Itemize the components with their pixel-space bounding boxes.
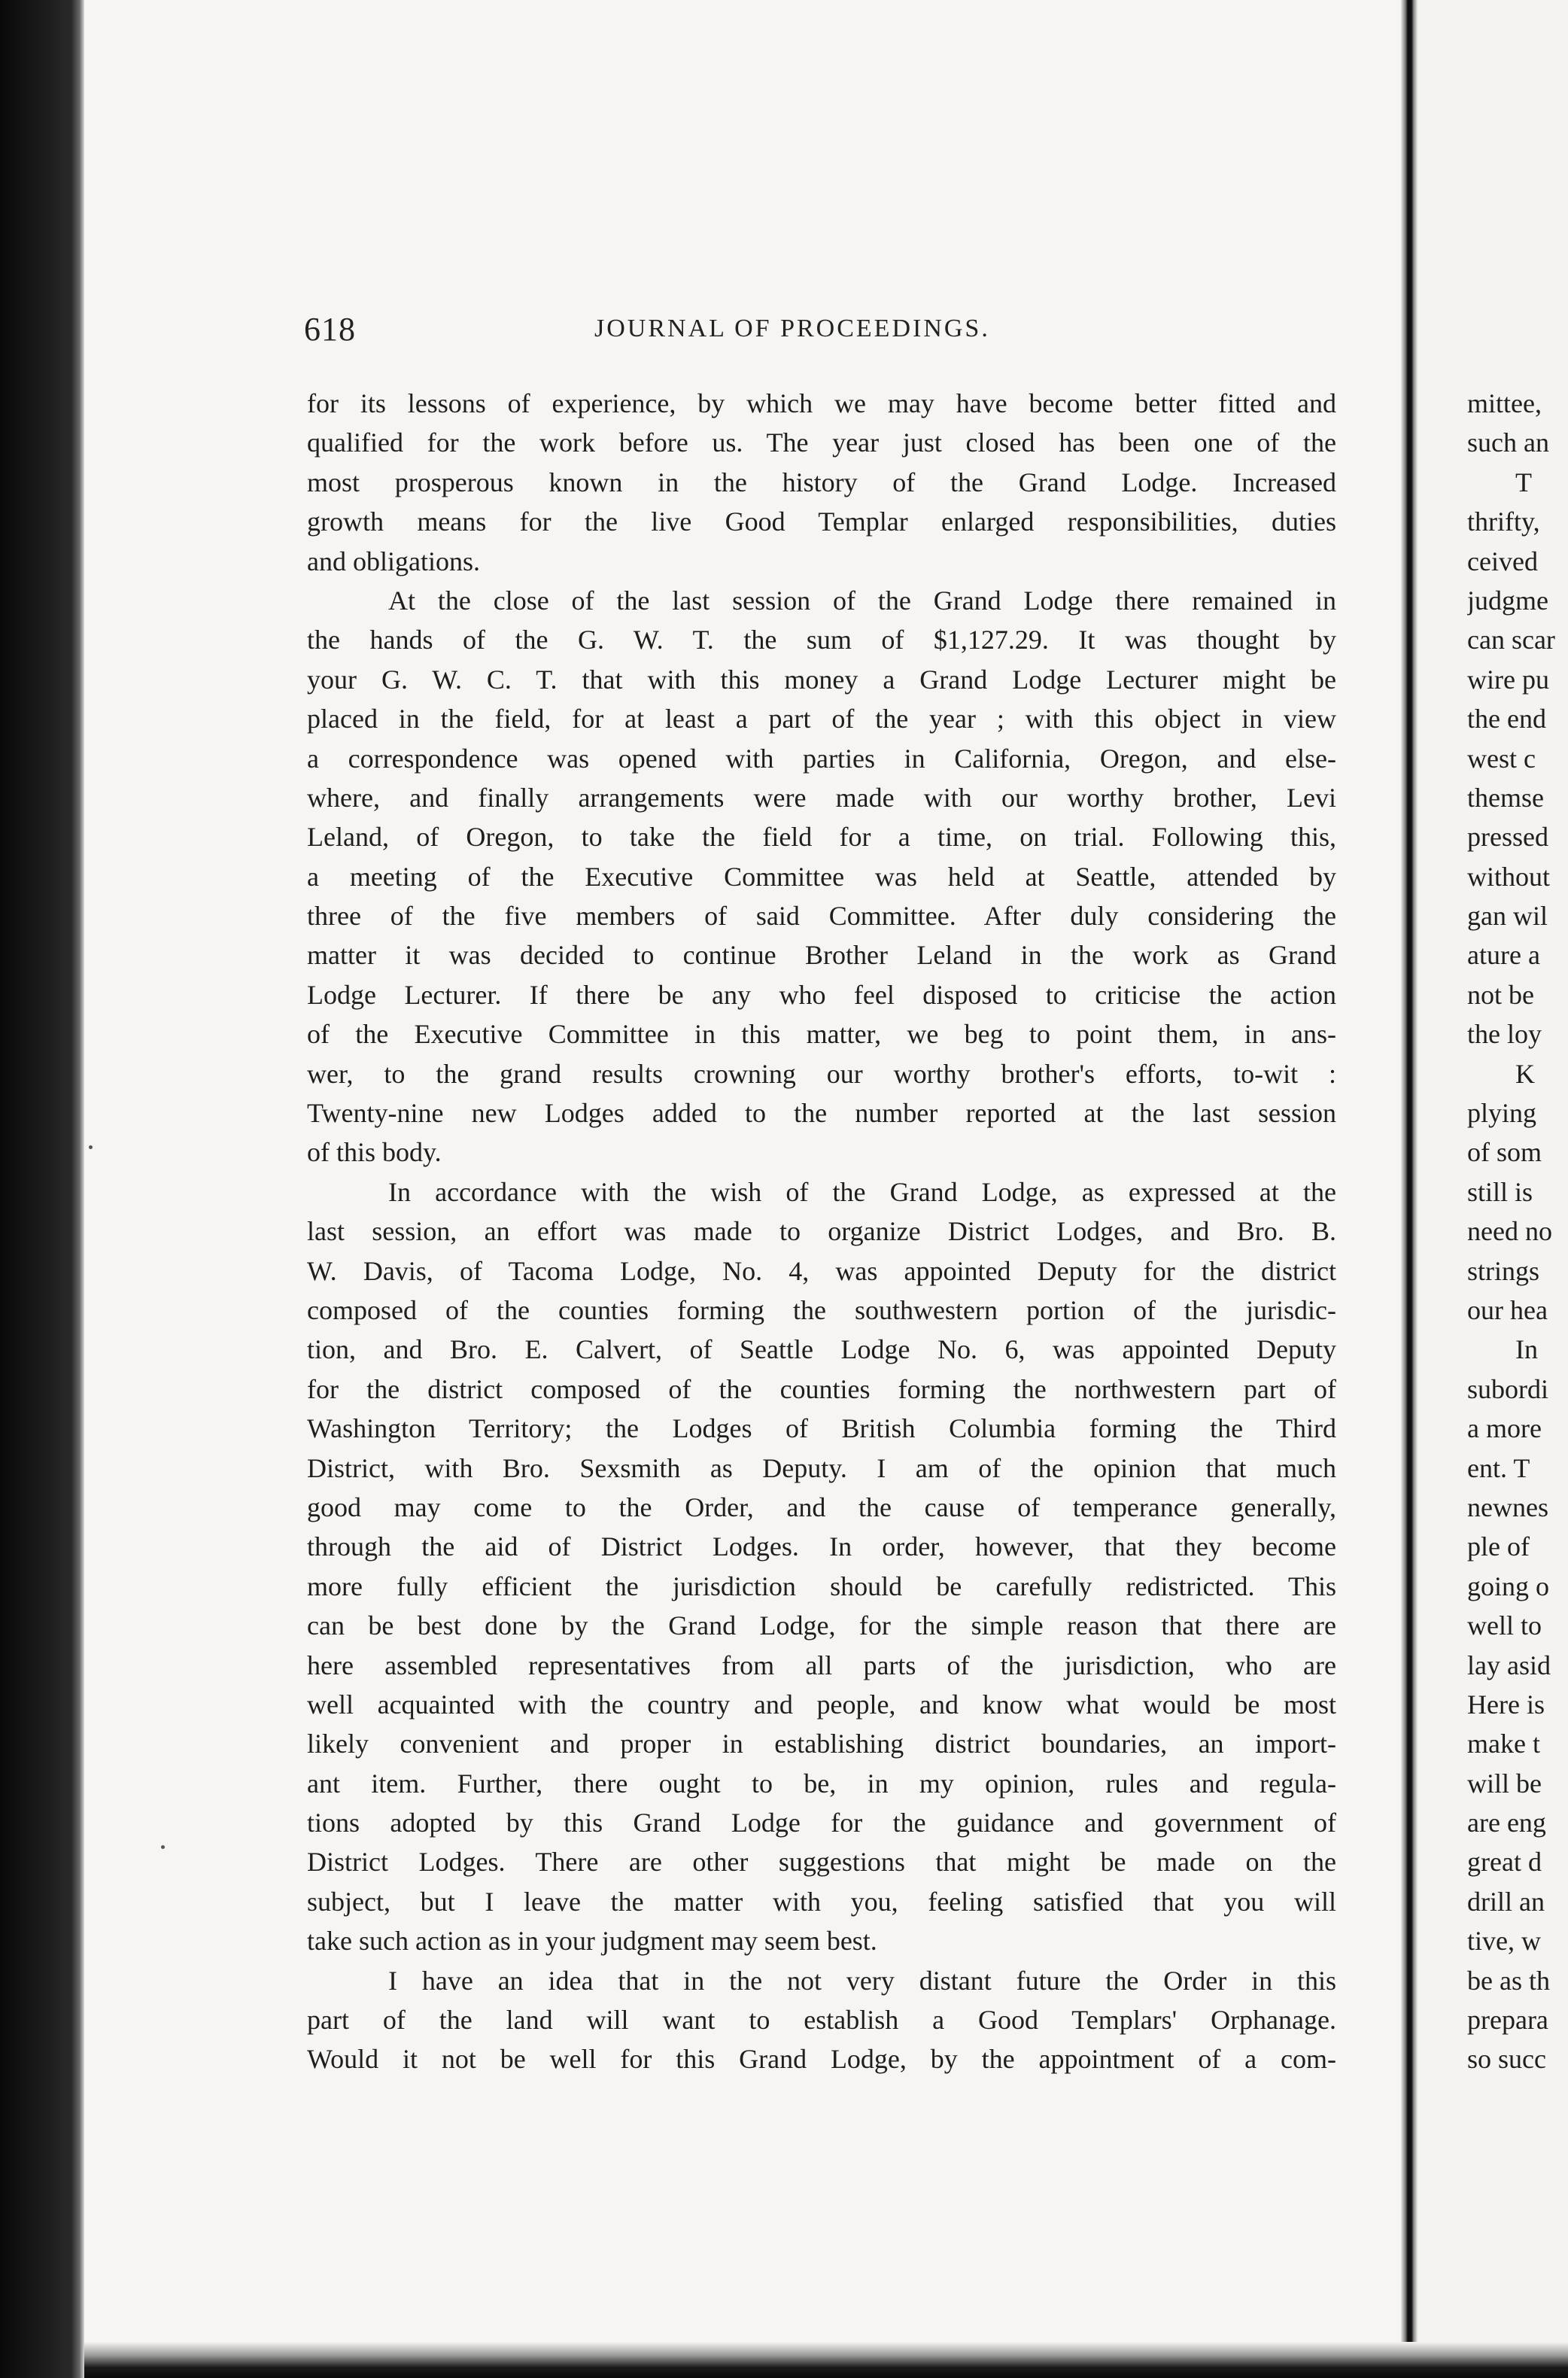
next-page-line: make t <box>1467 1729 1540 1759</box>
text-line: can be best done by the Grand Lodge, for the simple reason that there are <box>307 1610 1336 1641</box>
text-line: matter it was decided to continue Brother Leland in the work as Grand <box>307 940 1336 971</box>
text-line: take such action as in your judgment may seem best. <box>307 1926 877 1957</box>
text-line: your G. W. C. T. that with this money a Grand Lodge Lecturer might be <box>307 664 1336 695</box>
text-line: for its lessons of experience, by which we may have become better fitted and <box>307 388 1336 418</box>
text-line: likely convenient and proper in establishing district boundaries, an import- <box>307 1729 1336 1759</box>
next-page-line: Here is <box>1467 1689 1545 1720</box>
next-page-line: judgme <box>1467 585 1548 616</box>
text-line: Leland, of Oregon, to take the field for a time, on trial. Following this, <box>307 822 1336 853</box>
next-page-line: themse <box>1467 782 1544 813</box>
text-line: most prosperous known in the history of the Grand Lodge. Increased <box>307 467 1336 497</box>
text-line: I have an idea that in the not very distant future the Order in this <box>388 1965 1336 1996</box>
text-line: composed of the counties forming the southwestern portion of the jurisdic- <box>307 1294 1336 1325</box>
next-page-line: gan wil <box>1467 901 1548 932</box>
text-line: a correspondence was opened with parties in California, Oregon, and else- <box>307 743 1336 774</box>
next-page-line: wire pu <box>1467 664 1549 695</box>
text-line: for the district composed of the counties forming the northwestern part of <box>307 1373 1336 1404</box>
next-page-line: such an <box>1467 427 1549 458</box>
text-line: here assembled representatives from all parts of the jurisdiction, who are <box>307 1650 1336 1680</box>
text-line: more fully efficient the jurisdiction should be carefully redistricted. This <box>307 1571 1336 1601</box>
text-line: a meeting of the Executive Committee was held at Seattle, attended by <box>307 861 1336 892</box>
next-page-line: still is <box>1467 1176 1533 1207</box>
book-gutter <box>1401 0 1418 2378</box>
text-line: qualified for the work before us. The year just closed has been one of the <box>307 427 1336 458</box>
next-page-line: of som <box>1467 1137 1542 1168</box>
next-page-line: be as th <box>1467 1965 1550 1996</box>
next-page-line: the loy <box>1467 1019 1542 1050</box>
text-line: wer, to the grand results crowning our worthy brother's efforts, to-wit : <box>307 1058 1336 1089</box>
text-line: In accordance with the wish of the Grand Lodge, as expressed at the <box>388 1176 1336 1207</box>
next-page-line: will be <box>1467 1768 1542 1799</box>
next-page-line: ple of <box>1467 1531 1530 1562</box>
text-line: ant item. Further, there ought to be, in my opinion, rules and regula- <box>307 1768 1336 1799</box>
next-page-line: west c <box>1467 743 1536 774</box>
text-line: of this body. <box>307 1137 442 1168</box>
next-page-line: plying <box>1467 1098 1537 1129</box>
scan-speck <box>89 1145 93 1149</box>
text-line: growth means for the live Good Templar enlarged responsibilities, duties <box>307 506 1336 537</box>
text-line: well acquainted with the country and people, and know what would be most <box>307 1689 1336 1720</box>
page-header <box>304 310 1336 355</box>
running-head: JOURNAL OF PROCEEDINGS. <box>594 315 990 342</box>
text-line: placed in the field, for at least a part of the year ; with this object in view <box>307 704 1336 734</box>
next-page-line: ceived <box>1467 546 1538 576</box>
next-page-line: K <box>1515 1058 1535 1089</box>
left-scan-border <box>0 0 84 2378</box>
text-line: Washington Territory; the Lodges of British Columbia forming the Third <box>307 1413 1336 1444</box>
next-page-line: the end <box>1467 704 1546 734</box>
text-line: and obligations. <box>307 546 480 576</box>
next-page-line: well to <box>1467 1610 1542 1641</box>
next-page-line: newnes <box>1467 1492 1548 1522</box>
text-line: through the aid of District Lodges. In order, however, that they become <box>307 1531 1336 1562</box>
next-page-line: pressed <box>1467 822 1548 853</box>
text-line: District Lodges. There are other suggestions that might be made on the <box>307 1847 1336 1878</box>
next-page-line: drill an <box>1467 1886 1545 1917</box>
next-page-line: our hea <box>1467 1294 1548 1325</box>
text-line: Twenty-nine new Lodges added to the number reported at the last session <box>307 1098 1336 1129</box>
next-page-line: so succ <box>1467 2044 1546 2075</box>
next-page-line: ature a <box>1467 940 1540 971</box>
text-line: of the Executive Committee in this matter, we beg to point them, in ans- <box>307 1019 1336 1050</box>
text-line: tion, and Bro. E. Calvert, of Seattle Lodge No. 6, was appointed Deputy <box>307 1334 1336 1365</box>
next-page-line: a more <box>1467 1413 1542 1444</box>
next-page-line: subordi <box>1467 1373 1548 1404</box>
text-line: District, with Bro. Sexsmith as Deputy. I am of the opinion that much <box>307 1452 1336 1483</box>
next-page-line: T <box>1515 467 1532 497</box>
page-body-text <box>307 384 1336 2079</box>
text-line: part of the land will want to establish a Good Templars' Orphanage. <box>307 2005 1336 2036</box>
next-page-line: lay asid <box>1467 1650 1551 1680</box>
bottom-scan-border <box>84 2342 1568 2378</box>
next-page-line: ent. T <box>1467 1452 1530 1483</box>
text-line: good may come to the Order, and the cause of temperance generally, <box>307 1492 1336 1522</box>
text-line: Lodge Lecturer. If there be any who feel disposed to criticise the action <box>307 979 1336 1010</box>
next-page-line: great d <box>1467 1847 1542 1878</box>
next-page-text-fragments <box>1467 384 1568 2079</box>
text-line: three of the five members of said Committee. After duly considering the <box>307 901 1336 932</box>
scan-speck <box>161 1845 165 1849</box>
next-page-line: without <box>1467 861 1551 892</box>
text-line: subject, but I leave the matter with you, feeling satisfied that you will <box>307 1886 1336 1917</box>
text-line: last session, an effort was made to organize District Lodges, and Bro. B. <box>307 1216 1336 1247</box>
next-page-line: tive, w <box>1467 1926 1541 1957</box>
next-page-line: need no <box>1467 1216 1552 1247</box>
next-page-line: going o <box>1467 1571 1550 1601</box>
text-line: W. Davis, of Tacoma Lodge, No. 4, was appointed Deputy for the district <box>307 1255 1336 1286</box>
next-page-line: can scar <box>1467 625 1555 655</box>
next-page-line: not be <box>1467 979 1534 1010</box>
page-number: 618 <box>304 311 356 348</box>
text-line: the hands of the G. W. T. the sum of $1,127.29. It was thought by <box>307 625 1336 655</box>
next-page-line: strings <box>1467 1255 1540 1286</box>
next-page-line: prepara <box>1467 2005 1548 2036</box>
next-page-line: In <box>1515 1334 1538 1365</box>
text-line: tions adopted by this Grand Lodge for the guidance and government of <box>307 1808 1336 1838</box>
text-line: Would it not be well for this Grand Lodge, by the appointment of a com- <box>307 2044 1336 2075</box>
next-page-line: thrifty, <box>1467 506 1540 537</box>
next-page-line: mittee, <box>1467 388 1542 418</box>
text-line: where, and finally arrangements were made with our worthy brother, Levi <box>307 782 1336 813</box>
text-line: At the close of the last session of the Grand Lodge there remained in <box>388 585 1336 616</box>
next-page-line: are eng <box>1467 1808 1546 1838</box>
